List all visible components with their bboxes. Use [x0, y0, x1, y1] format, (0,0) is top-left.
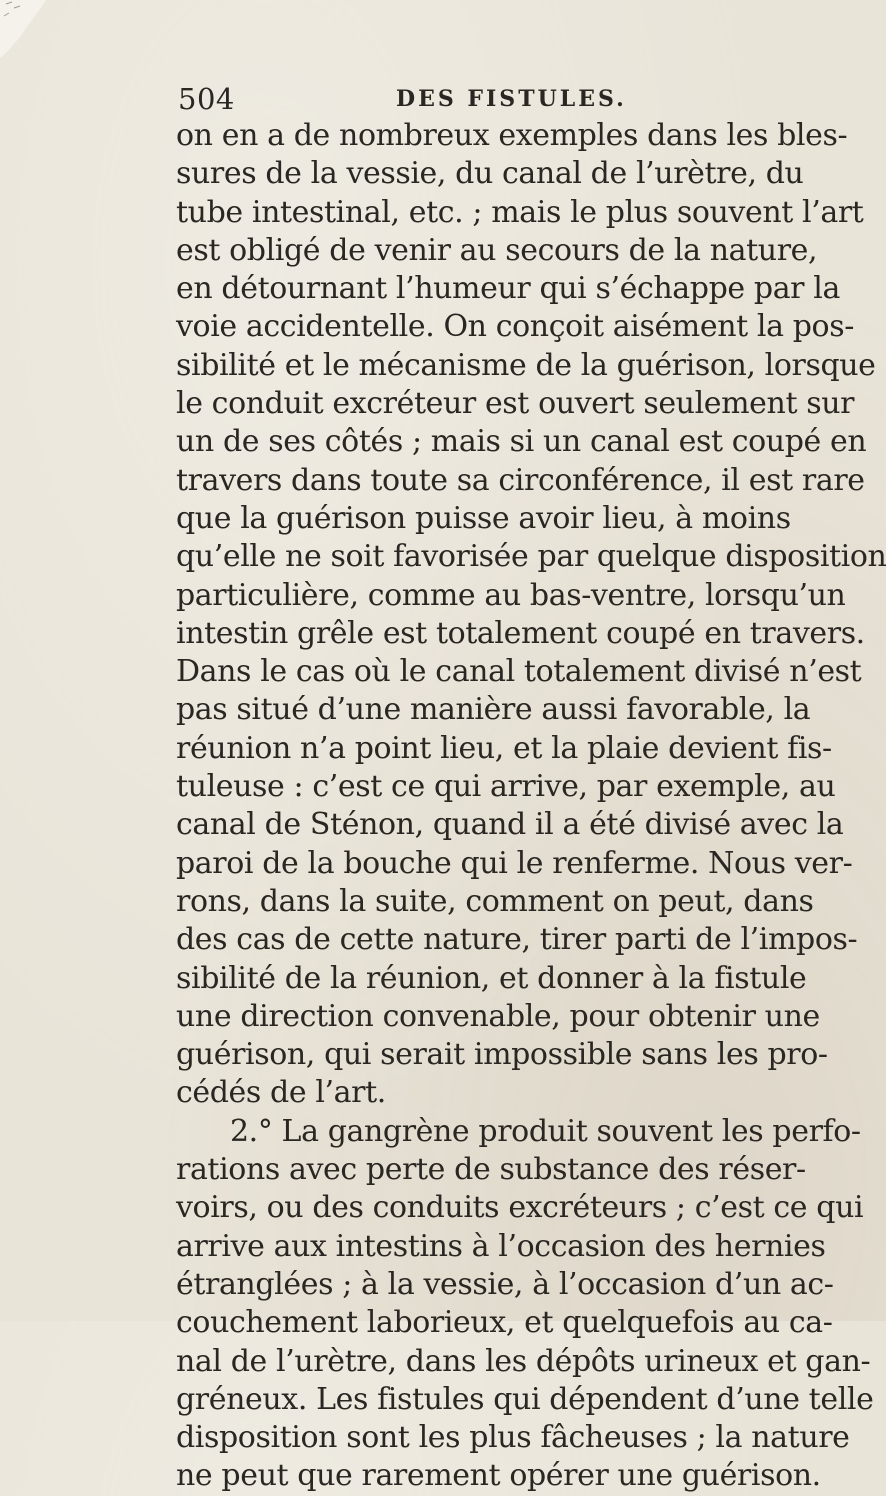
page-number: 504: [178, 82, 235, 116]
text-line: un de ses côtés ; mais si un canal est coupé en: [176, 424, 867, 460]
text-line: tube intestinal, etc. ; mais le plus souvent l’art: [176, 194, 864, 230]
text-line: pas situé d’une manière aussi favorable, la: [176, 692, 811, 728]
text-line: le conduit excréteur est ouvert seulement sur: [176, 386, 855, 422]
text-line: tuleuse : c’est ce qui arrive, par exemple, au: [176, 769, 836, 805]
text-line: des cas de cette nature, tirer parti de l’impos-: [176, 922, 858, 958]
text-line: sures de la vessie, du canal de l’urètre, du: [176, 156, 804, 192]
text-line: réunion n’a point lieu, et la plaie devient fis-: [176, 730, 832, 766]
text-line: une direction convenable, pour obtenir une: [176, 998, 820, 1034]
text-line: paroi de la bouche qui le renferme. Nous ver-: [176, 845, 853, 881]
body-text: [176, 117, 886, 1496]
text-line: rons, dans la suite, comment on peut, dans: [176, 883, 814, 919]
text-line: on en a de nombreux exemples dans les bles-: [176, 118, 848, 153]
page-corner-smudge: [0, 0, 70, 70]
text-line: rations avec perte de substance des réser-: [176, 1152, 806, 1188]
text-line: est obligé de venir au secours de la nature,: [176, 232, 818, 268]
text-line: disposition sont les plus fâcheuses ; la nature: [176, 1420, 850, 1456]
text-line: canal de Sténon, quand il a été divisé avec la: [176, 807, 844, 843]
text-line: couchement laborieux, et quelquefois au ca-: [176, 1305, 833, 1341]
running-head: DES FISTULES.: [396, 86, 627, 112]
text-line: sibilité de la réunion, et donner à la fistule: [176, 960, 807, 996]
page-header: [178, 82, 778, 118]
text-line: en détournant l’humeur qui s’échappe par la: [176, 271, 840, 307]
text-line: gréneux. Les fistules qui dépendent d’une telle: [176, 1381, 874, 1417]
paragraph-start-line: 2.° La gangrène produit souvent les perfo-: [230, 1113, 861, 1149]
text-line: voirs, ou des conduits excréteurs ; c’est ce qui: [176, 1190, 864, 1226]
text-line: particulière, comme au bas-ventre, lorsqu’un: [176, 577, 846, 613]
text-line: arrive aux intestins à l’occasion des hernies: [176, 1228, 826, 1264]
text-line: que la guérison puisse avoir lieu, à moins: [176, 500, 791, 536]
text-line: voie accidentelle. On conçoit aisément la pos-: [176, 309, 854, 345]
text-line: étranglées ; à la vessie, à l’occasion d’un ac-: [176, 1266, 834, 1302]
paragraph-end-line: cédés de l’art.: [176, 1075, 386, 1111]
text-line: travers dans toute sa circonférence, il est rare: [176, 462, 865, 498]
text-line: Dans le cas où le canal totalement divisé n’est: [176, 654, 862, 690]
text-line: qu’elle ne soit favorisée par quelque disposition: [176, 539, 886, 575]
text-line: ne peut que rarement opérer une guérison.: [176, 1458, 821, 1494]
text-line: intestin grêle est totalement coupé en travers.: [176, 615, 865, 651]
text-line: nal de l’urètre, dans les dépôts urineux et gan-: [176, 1343, 871, 1379]
text-line: sibilité et le mécanisme de la guérison, lorsque: [176, 347, 876, 383]
text-line: guérison, qui serait impossible sans les pro-: [176, 1037, 828, 1073]
